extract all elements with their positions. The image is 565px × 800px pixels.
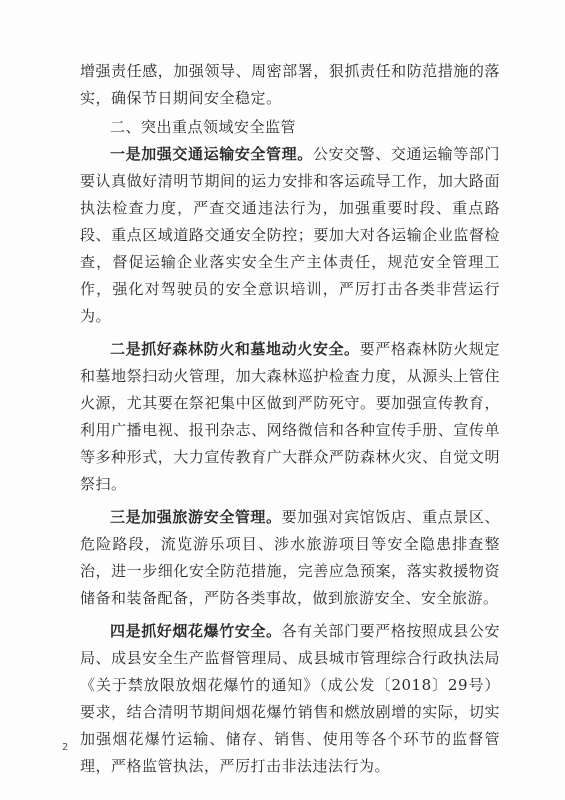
- intro-paragraph: 增强责任感，加强领导、周密部署，狠抓责任和防范措施的落实，确保节日期间安全稳定。: [80, 62, 500, 107]
- item-2-lead: 二是抓好森林防火和墓地动火安全。: [110, 340, 360, 358]
- section-heading: 二、突出重点领域安全监管: [110, 118, 297, 136]
- item-2-paragraph: [80, 336, 500, 498]
- item-2-body: 要严格森林防火规定和墓地祭扫动火管理，加大森林巡护检查力度，从源头上管住火源，尤其要在祭祀集中区做到严防死守。要加强宣传教育，利用广播电视、报刊杂志、网络微信和各种宣传手册、宣传单等多种形式，大力宣传教育广大群众严防森林火灾、自觉文明祭扫。: [80, 340, 500, 493]
- item-3-lead: 三是加强旅游安全管理。: [110, 508, 282, 526]
- item-4-body: 各有关部门要严格按照成县公安局、成县安全生产监督管理局、成县城市管理综合行政执法局《关于禁放限放烟花爆竹的通知》（成公发〔2018〕29号）要求，结合清明节期间烟花爆竹销售和燃放剧增的实际，切实加强烟花爆竹运输、储存、销售、使用等各个环节的监督管理，严格监管执法，严厉打击非法违法行为。: [80, 622, 500, 775]
- item-1-lead: 一是加强交通运输安全管理。: [110, 145, 313, 163]
- item-3-body: 要加强对宾馆饭店、重点景区、危险路段，流览游乐项目、涉水旅游项目等安全隐患排查整治，进一步细化安全防范措施，完善应急预案，落实救援物资储备和装备配备，严防各类事故，做到旅游安全、安全旅游。: [80, 508, 500, 607]
- item-4-paragraph: [80, 618, 500, 780]
- item-1-paragraph: [80, 141, 500, 330]
- document-body: [80, 58, 500, 780]
- item-4-lead: 四是抓好烟花爆竹安全。: [110, 622, 282, 640]
- item-3-paragraph: [80, 504, 500, 612]
- item-1-body: 公安交警、交通运输等部门要认真做好清明节期间的运力安排和客运疏导工作，加大路面执法检查力度，严查交通违法行为，加强重要时段、重点路段、重点区域道路交通安全防控；要加大对各运输企业监督检查，督促运输企业落实安全生产主体责任，规范安全管理工作，强化对驾驶员的安全意识培训，严厉打击各类非营运行为。: [80, 145, 500, 325]
- page-number: 2: [62, 742, 69, 753]
